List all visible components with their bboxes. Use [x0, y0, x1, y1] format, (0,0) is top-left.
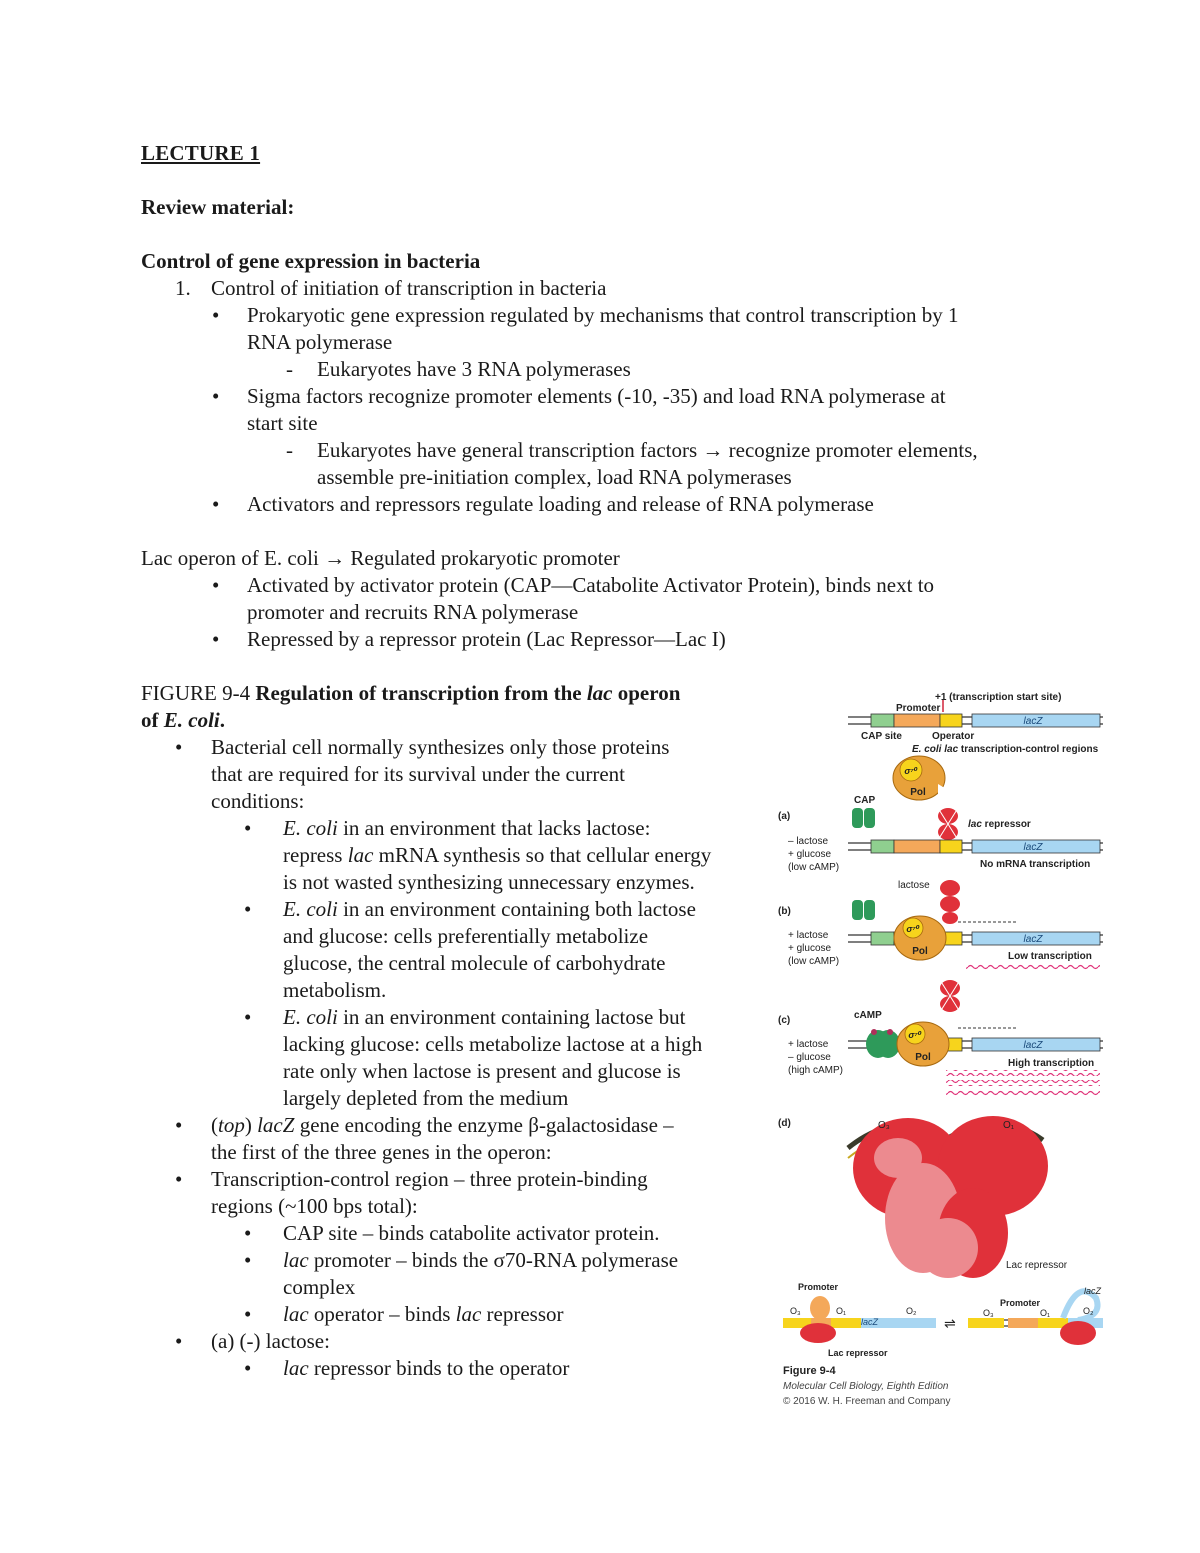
sub-bullet-continuation: repress lac mRNA synthesis so that cellular energy — [283, 843, 712, 867]
pol-label-c: Pol — [915, 1052, 931, 1063]
sub-bullet-continuation: metabolism. — [283, 978, 387, 1002]
lac-repressor-label: lac repressor — [968, 819, 1031, 830]
camp-label: cAMP — [854, 1010, 882, 1021]
o1-label-right: O₁ — [1040, 1308, 1051, 1318]
panel-a-camp: (low cAMP) — [788, 862, 840, 873]
sub-bullet-item: • lac repressor binds to the operator — [141, 1355, 761, 1382]
mrna-wave-c3 — [946, 1090, 1100, 1096]
lacz-label-b: lacZ — [1023, 934, 1043, 945]
sub-bullet-item: • E. coli in an environment that lacks lactose: — [141, 815, 761, 842]
bullet-item: • Repressed by a repressor protein (Lac Repressor—Lac I) — [141, 626, 1081, 653]
mrna-wave-c2 — [946, 1080, 1100, 1086]
figure-notes — [141, 680, 761, 1382]
dash-continuation: assemble pre-initiation complex, load RNA polymerases — [317, 465, 792, 489]
promoter-label: Promoter — [896, 703, 941, 714]
panel-d-label: (d) — [778, 1118, 791, 1129]
bullet-item: • (top) lacZ gene encoding the enzyme β-galactosidase – — [141, 1112, 761, 1139]
bullet-item: • Transcription-control region – three protein-binding — [141, 1166, 761, 1193]
sub-bullet-continuation: largely depleted from the medium — [283, 1086, 569, 1110]
panel-b-lactose: + lactose — [788, 930, 829, 941]
cap-dimer-a — [852, 808, 875, 828]
mrna-wave-b — [966, 964, 1100, 970]
figure-caption-book: Molecular Cell Biology, Eighth Edition — [783, 1381, 949, 1392]
dna-track-a — [848, 840, 1103, 853]
panel-a-label: (a) — [778, 811, 791, 822]
sub-bullet-item: • CAP site – binds catabolite activator protein. — [141, 1220, 761, 1247]
sigma-label-b: σ⁷⁰ — [906, 924, 920, 934]
cap-site-box — [871, 714, 894, 727]
figure-title: FIGURE 9-4 Regulation of transcription from the lac operon — [141, 681, 681, 705]
dna-track-b — [848, 932, 1103, 945]
o1-label-left: O₁ — [836, 1306, 847, 1316]
bullet-item: • Sigma factors recognize promoter elements (-10, -35) and load RNA polymerase at — [141, 383, 1081, 410]
cap-label: CAP — [854, 795, 876, 806]
bullet-continuation: that are required for its survival under the current — [211, 762, 626, 786]
lacz-label-a: lacZ — [1023, 842, 1043, 853]
bullet-continuation: start site — [247, 411, 318, 435]
no-mrna-label: No mRNA transcription — [980, 859, 1091, 870]
cap-site-label: CAP site — [861, 731, 902, 742]
pol-label: Pol — [910, 787, 926, 798]
review-heading: Review material: — [141, 195, 295, 219]
bullet-continuation: RNA polymerase — [247, 330, 393, 354]
dna-track-top — [848, 714, 1103, 727]
sub-bullet-continuation: glucose, the central molecule of carbohydrate — [283, 951, 666, 975]
sub-bullet-item: • lac operator – binds lac repressor — [141, 1301, 761, 1328]
lacz-label-right: lacZ — [1084, 1286, 1102, 1296]
sub-bullet-item: • lac promoter – binds the σ70-RNA polymerase — [141, 1247, 761, 1274]
panel-b-camp: (low cAMP) — [788, 956, 840, 967]
bullet-item: • Bacterial cell normally synthesizes only those proteins — [141, 734, 761, 761]
section-title: Control of gene expression in bacteria — [141, 249, 481, 273]
low-transcription-label: Low transcription — [1008, 951, 1092, 962]
figure-title-line2: of E. coli. — [141, 708, 225, 732]
panel-c-glucose: – glucose — [788, 1052, 831, 1063]
equilibrium-arrows: ⇌ — [944, 1315, 956, 1331]
sub-bullet-continuation: complex — [283, 1275, 356, 1299]
bullet-continuation: the first of the three genes in the operon: — [211, 1140, 552, 1164]
o3-label-struct: O₃ — [878, 1120, 890, 1131]
promoter-label-bottom-right: Promoter — [1000, 1298, 1041, 1308]
sub-bullet-continuation: and glucose: cells preferentially metabolize — [283, 924, 649, 948]
sub-bullet-continuation: rate only when lactose is present and glucose is — [283, 1059, 681, 1083]
lac-repressor-bottom-label: Lac repressor — [828, 1348, 888, 1358]
lac-operon-illustration — [778, 688, 1108, 1418]
high-transcription-label: High transcription — [1008, 1058, 1095, 1069]
o3-label-right: O₃ — [983, 1308, 994, 1318]
pol-label-b: Pol — [912, 946, 928, 957]
dna-loop-left — [783, 1296, 936, 1343]
bullet-continuation: promoter and recruits RNA polymerase — [247, 600, 579, 624]
sub-bullet-continuation: lacking glucose: cells metabolize lactose at a high — [283, 1032, 703, 1056]
bullet-item: • Prokaryotic gene expression regulated by mechanisms that control transcription by 1 — [141, 302, 1081, 329]
panel-c-camp: (high cAMP) — [788, 1065, 844, 1076]
o3-label-left: O₃ — [790, 1306, 801, 1316]
figure-caption-copyright: © 2016 W. H. Freeman and Company — [783, 1396, 951, 1407]
panel-c-lactose: + lactose — [788, 1039, 829, 1050]
cap-dimer-c — [866, 1029, 900, 1058]
cap-dimer-b — [852, 900, 875, 920]
lac-repressor-structure — [848, 1116, 1048, 1278]
lecture-heading: LECTURE 1 — [141, 141, 261, 165]
figure-caption-label: Figure 9-4 — [783, 1365, 836, 1377]
bullet-item: • Activated by activator protein (CAP—Catabolite Activator Protein), binds next to — [141, 572, 1081, 599]
bullet-item: • Activators and repressors regulate loading and release of RNA polymerase — [141, 491, 1081, 518]
lacz-label: lacZ — [1023, 716, 1043, 727]
numbered-item: 1. Control of initiation of transcription in bacteria — [175, 276, 607, 300]
operator-box — [940, 714, 962, 727]
mrna-wave-c1 — [946, 1070, 1100, 1076]
figure-9-4-diagram — [778, 688, 1108, 1418]
sub-bullet-continuation: is not wasted synthesizing unnecessary enzymes. — [283, 870, 695, 894]
panel-b-label: (b) — [778, 906, 791, 917]
bullet-continuation: conditions: — [211, 789, 305, 813]
lac-repressor-struct-label: Lac repressor — [1006, 1260, 1068, 1271]
o1-label-struct: O₁ — [1003, 1120, 1015, 1131]
promoter-label-bottom-left: Promoter — [798, 1282, 839, 1292]
lac-repressor-b — [940, 880, 960, 924]
panel-a-lactose: – lactose — [788, 836, 829, 847]
o2-label-right: O₂ — [1083, 1306, 1094, 1316]
operator-label: Operator — [932, 731, 975, 742]
lacz-label-left: lacZ — [861, 1317, 879, 1327]
dash-item: - Eukaryotes have 3 RNA polymerases — [141, 356, 1081, 383]
panel-a-glucose: + glucose — [788, 849, 832, 860]
sub-bullet-item: • E. coli in an environment containing lactose but — [141, 1004, 761, 1031]
lac-repressor-c — [940, 980, 960, 1012]
promoter-box — [894, 714, 940, 727]
lactose-label: lactose — [898, 880, 930, 891]
lac-intro: Lac operon of E. coli → Regulated prokaryotic promoter — [141, 546, 620, 570]
bullet-continuation: regions (~100 bps total): — [211, 1194, 418, 1218]
bullet-item: • (a) (-) lactose: — [141, 1328, 761, 1355]
dash-item: - Eukaryotes have general transcription factors → recognize promoter elements, — [141, 437, 1081, 464]
sigma-label-c: σ⁷⁰ — [908, 1030, 922, 1040]
panel-b-glucose: + glucose — [788, 943, 832, 954]
lac-repressor-a — [938, 808, 958, 840]
sigma-label: σ⁷⁰ — [904, 766, 918, 776]
control-regions-caption: E. coli lac transcription-control regions — [912, 744, 1099, 755]
sub-bullet-item: • E. coli in an environment containing both lactose — [141, 896, 761, 923]
o2-label-left: O₂ — [906, 1306, 917, 1316]
lacz-label-c: lacZ — [1023, 1040, 1043, 1051]
panel-c-label: (c) — [778, 1015, 791, 1026]
tss-label: +1 (transcription start site) — [935, 692, 1062, 703]
